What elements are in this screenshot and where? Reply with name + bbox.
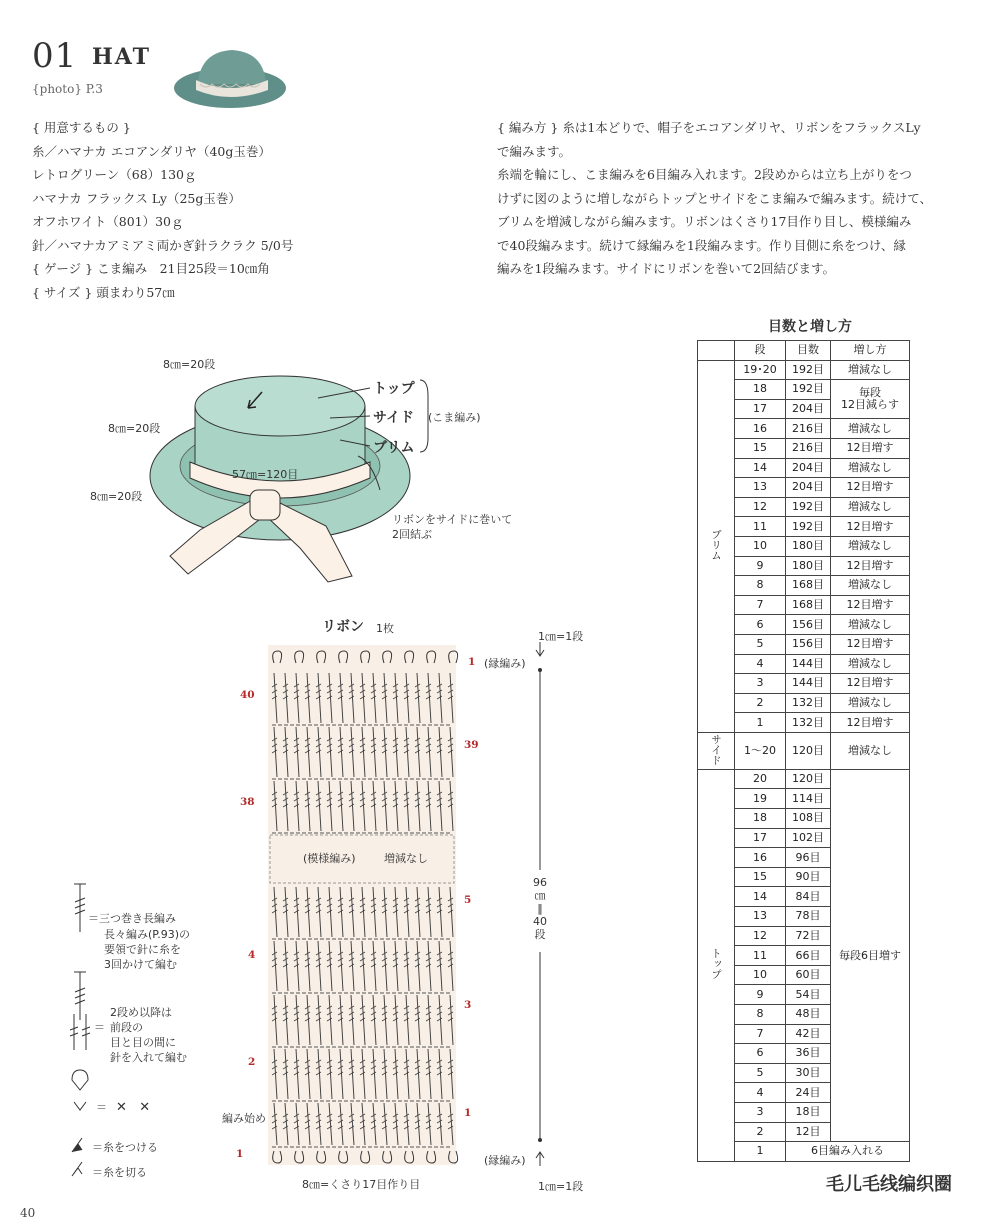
pattern-title: HAT	[92, 44, 152, 70]
table-cell-stitches: 216目	[786, 438, 831, 458]
materials-line: ハマナカ フラックス Ly（25g玉巻）	[32, 190, 241, 206]
table-cell-stitches: 114目	[786, 789, 831, 809]
row-number-39: 39	[464, 739, 479, 751]
length-dimension: 96 ㎝ ‖ 40 段	[533, 876, 547, 941]
table-cell-increase: 増減なし	[831, 576, 910, 596]
brim-dimension: 8㎝=20段	[90, 490, 143, 503]
legend-x-marks: ✕ ✕	[116, 1100, 151, 1115]
table-cell-row: 1	[735, 713, 786, 733]
table-title: 目数と増し方	[768, 319, 852, 335]
table-cell-stitches: 90目	[786, 867, 831, 887]
table-cell-row: 17	[735, 399, 786, 419]
row-number-5: 5	[464, 894, 472, 906]
table-cell-increase: 12目増す	[831, 634, 910, 654]
table-header-stitches: 目数	[786, 341, 831, 361]
table-cell-row: 15	[735, 867, 786, 887]
table-cell-row: 4	[735, 1083, 786, 1103]
legend-join: ＝糸をつける	[92, 1141, 158, 1154]
table-header-row: 段	[735, 341, 786, 361]
table-cell-stitches: 60目	[786, 965, 831, 985]
top-dimension: 8㎝=20段	[163, 358, 216, 371]
table-cell-increase: 12目増す	[831, 595, 910, 615]
table-cell-stitches: 180目	[786, 556, 831, 576]
table-cell-row: 16	[735, 848, 786, 868]
legend-between-line-4: 針を入れて編む	[110, 1051, 187, 1064]
table-cell-stitches: 204目	[786, 458, 831, 478]
table-cell-row: 12	[735, 926, 786, 946]
table-cell-stitches: 54目	[786, 985, 831, 1005]
table-cell-increase: 増減なし	[831, 615, 910, 635]
table-cell-row: 1	[735, 1142, 786, 1162]
table-cell-row: 18	[735, 809, 786, 829]
table-cell-stitches: 132目	[786, 693, 831, 713]
no-change-label: 増減なし	[384, 852, 428, 865]
table-cell-increase: 12目増す	[831, 674, 910, 694]
table-cell-row: 6	[735, 1044, 786, 1064]
top-edge-label: (縁編み)	[484, 657, 526, 670]
table-cell-stitches: 144目	[786, 674, 831, 694]
table-cell-stitches: 24目	[786, 1083, 831, 1103]
table-cell-stitches: 78目	[786, 907, 831, 927]
row-number-edge-bottom: 1	[236, 1148, 244, 1160]
instructions-text	[497, 116, 957, 281]
table-header-blank	[698, 341, 735, 361]
table-cell-row: 3	[735, 1102, 786, 1122]
table-cell-row: 13	[735, 478, 786, 498]
instruction-line: で40段編みます。続けて縁編みを1段編みます。作り目側に糸をつけ、縁	[497, 237, 906, 253]
table-cell-row: 8	[735, 576, 786, 596]
table-cell-stitches: 168目	[786, 595, 831, 615]
table-cell-row: 7	[735, 595, 786, 615]
table-cell-stitches: 66目	[786, 946, 831, 966]
legend-between-line-3: 目と目の間に	[110, 1036, 176, 1049]
table-cell-row: 4	[735, 654, 786, 674]
photo-reference: {photo} P.3	[32, 82, 103, 96]
table-cell-stitches: 96目	[786, 848, 831, 868]
legend-cut: ＝糸を切る	[92, 1166, 147, 1179]
materials-line: 針／ハマナカアミアミ両かぎ針ラクラク 5/0号	[32, 237, 294, 253]
table-cell-stitches: 36目	[786, 1044, 831, 1064]
table-cell-stitches: 204目	[786, 399, 831, 419]
table-cell-stitches: 192目	[786, 497, 831, 517]
top-row-dimension: 1㎝=1段	[538, 630, 584, 643]
group-brim: ブリム	[698, 360, 735, 732]
side-dimension: 8㎝=20段	[108, 422, 161, 435]
label-leaders	[310, 376, 430, 456]
table-cell-row: 17	[735, 828, 786, 848]
table-cell-increase: 増減なし	[831, 693, 910, 713]
stitch-note: (こま編み)	[428, 411, 481, 424]
table-cell-row: 1〜20	[735, 732, 786, 769]
materials-heading: { 用意するもの }	[32, 120, 131, 135]
row-number-edge-top: 1	[468, 656, 476, 668]
table-cell-stitches: 156目	[786, 634, 831, 654]
ribbon-note-2: 2回結ぶ	[392, 528, 432, 541]
table-header-increase: 増し方	[831, 341, 910, 361]
instruction-line: ブリムを増減しながら編みます。リボンはくさり17目作り目し、模様編み	[497, 214, 912, 229]
bottom-edge-label: (縁編み)	[484, 1154, 526, 1167]
size-line: { サイズ } 頭まわり57㎝	[32, 284, 175, 300]
page-number: 40	[20, 1206, 36, 1220]
table-cell-stitches: 30目	[786, 1063, 831, 1083]
table-cell-stitches: 18目	[786, 1102, 831, 1122]
table-cell-stitches: 120目	[786, 769, 831, 789]
group-side: サイド	[698, 732, 735, 769]
table-cell-row: 5	[735, 634, 786, 654]
legend-triple-line-3: 要領で針に糸を	[104, 943, 181, 956]
legend-equals: ＝	[94, 1021, 105, 1034]
table-cell-row: 19	[735, 789, 786, 809]
side-label: サイド	[373, 410, 415, 426]
table-cell-stitches: 144目	[786, 654, 831, 674]
brim-label: ブリム	[373, 440, 415, 456]
table-cell-row: 5	[735, 1063, 786, 1083]
legend-triple-line-1: ＝三つ巻き長編み	[88, 912, 176, 925]
bottom-row-dimension: 1㎝=1段	[538, 1180, 584, 1193]
table-cell-row: 13	[735, 907, 786, 927]
instruction-line: けずに図のように増しながらトップとサイドをこま編みで編みます。続けて、	[497, 190, 933, 206]
table-cell-increase: 増減なし	[831, 458, 910, 478]
ribbon-stitch-chart	[262, 645, 462, 1165]
table-cell-increase: 毎段 12目減らす	[831, 380, 910, 419]
start-label: 編み始め	[222, 1112, 266, 1125]
table-cell-stitches: 102目	[786, 828, 831, 848]
instruction-line: { 編み方 } 糸は1本どりで、帽子をエコアンダリヤ、リボンをフラックスLy	[497, 120, 921, 135]
pattern-label: (模様編み)	[303, 852, 356, 865]
legend-triple-line-2: 長々編み(P.93)の	[104, 928, 190, 941]
table-cell-row: 9	[735, 985, 786, 1005]
table-cell-stitches: 72目	[786, 926, 831, 946]
table-cell-row: 10	[735, 965, 786, 985]
table-cell-stitches: 120目	[786, 732, 831, 769]
materials-line: 糸／ハマナカ エコアンダリヤ（40g玉巻）	[32, 143, 271, 159]
table-cell-row: 11	[735, 946, 786, 966]
table-cell-row: 14	[735, 458, 786, 478]
materials-list	[32, 116, 293, 304]
instruction-line: 編みを1段編みます。サイドにリボンを巻いて2回結びます。	[497, 261, 836, 276]
table-cell-increase: 増減なし	[831, 732, 910, 769]
table-cell-stitches: 132目	[786, 713, 831, 733]
materials-line: オフホワイト（801）30ｇ	[32, 214, 184, 229]
table-cell-row: 6	[735, 615, 786, 635]
table-cell-row: 9	[735, 556, 786, 576]
circumference-label: 57㎝=120目	[232, 468, 299, 481]
row-number-3: 3	[464, 999, 472, 1011]
table-cell-increase: 6目編み入れる	[786, 1142, 910, 1162]
table-cell-row: 10	[735, 536, 786, 556]
instruction-line: 糸端を輪にし、こま編みを6目編み入れます。2段めからは立ち上がりをつ	[497, 167, 912, 182]
table-cell-stitches: 12目	[786, 1122, 831, 1142]
legend-triple-line-4: 3回かけて編む	[104, 958, 177, 971]
table-cell-row: 11	[735, 517, 786, 537]
table-cell-stitches: 180目	[786, 536, 831, 556]
ribbon-title: リボン	[322, 619, 364, 635]
table-cell-increase: 増減なし	[831, 536, 910, 556]
legend-between-line-2: 前段の	[110, 1021, 143, 1034]
table-cell-increase: 増減なし	[831, 360, 910, 380]
row-number-4: 4	[248, 949, 256, 961]
ribbon-note-1: リボンをサイドに巻いて	[392, 513, 513, 526]
table-cell-row: 2	[735, 693, 786, 713]
table-cell-row: 19･20	[735, 360, 786, 380]
legend-equals-2: ＝	[96, 1101, 107, 1114]
legend-between-line-1: 2段め以降は	[110, 1006, 172, 1019]
table-cell-stitches: 156目	[786, 615, 831, 635]
pattern-number: 01	[32, 36, 78, 76]
table-cell-increase: 増減なし	[831, 654, 910, 674]
table-cell-row: 18	[735, 380, 786, 400]
table-cell-row: 2	[735, 1122, 786, 1142]
gauge-line: { ゲージ } こま編み 21目25段＝10㎝角	[32, 261, 270, 276]
group-top: トップ	[698, 769, 735, 1161]
watermark: 毛儿毛线编织圈	[826, 1174, 952, 1195]
table-cell-stitches: 192目	[786, 380, 831, 400]
materials-line: レトログリーン（68）130ｇ	[32, 167, 197, 182]
stitch-count-table	[697, 340, 910, 1162]
table-cell-row: 16	[735, 419, 786, 439]
table-cell-increase: 増減なし	[831, 497, 910, 517]
table-cell-stitches: 204目	[786, 478, 831, 498]
table-cell-stitches: 42目	[786, 1024, 831, 1044]
bottom-dimension: 8㎝=くさり17目作り目	[302, 1178, 421, 1191]
table-cell-increase: 12目増す	[831, 713, 910, 733]
table-cell-stitches: 192目	[786, 517, 831, 537]
table-cell-stitches: 84目	[786, 887, 831, 907]
hat-photo	[170, 40, 290, 112]
table-cell-stitches: 108目	[786, 809, 831, 829]
table-cell-increase: 12目増す	[831, 438, 910, 458]
table-cell-row: 14	[735, 887, 786, 907]
top-label: トップ	[373, 381, 415, 397]
table-cell-row: 20	[735, 769, 786, 789]
table-cell-increase: 増減なし	[831, 419, 910, 439]
row-number-38: 38	[240, 796, 255, 808]
row-number-2: 2	[248, 1056, 256, 1068]
table-cell-stitches: 216目	[786, 419, 831, 439]
table-cell-stitches: 48目	[786, 1005, 831, 1025]
table-cell-row: 3	[735, 674, 786, 694]
table-cell-increase: 12目増す	[831, 556, 910, 576]
table-cell-row: 8	[735, 1005, 786, 1025]
instruction-line: で編みます。	[497, 143, 572, 159]
table-cell-increase: 12目増す	[831, 517, 910, 537]
table-cell-row: 7	[735, 1024, 786, 1044]
table-cell-stitches: 192目	[786, 360, 831, 380]
table-cell-row: 12	[735, 497, 786, 517]
table-cell-stitches: 168目	[786, 576, 831, 596]
ribbon-count: 1枚	[376, 622, 394, 635]
table-cell-row: 15	[735, 438, 786, 458]
table-cell-increase: 12目増す	[831, 478, 910, 498]
table-cell-increase: 毎段6目増す	[831, 769, 910, 1141]
row-number-40: 40	[240, 689, 255, 701]
row-number-1: 1	[464, 1107, 472, 1119]
